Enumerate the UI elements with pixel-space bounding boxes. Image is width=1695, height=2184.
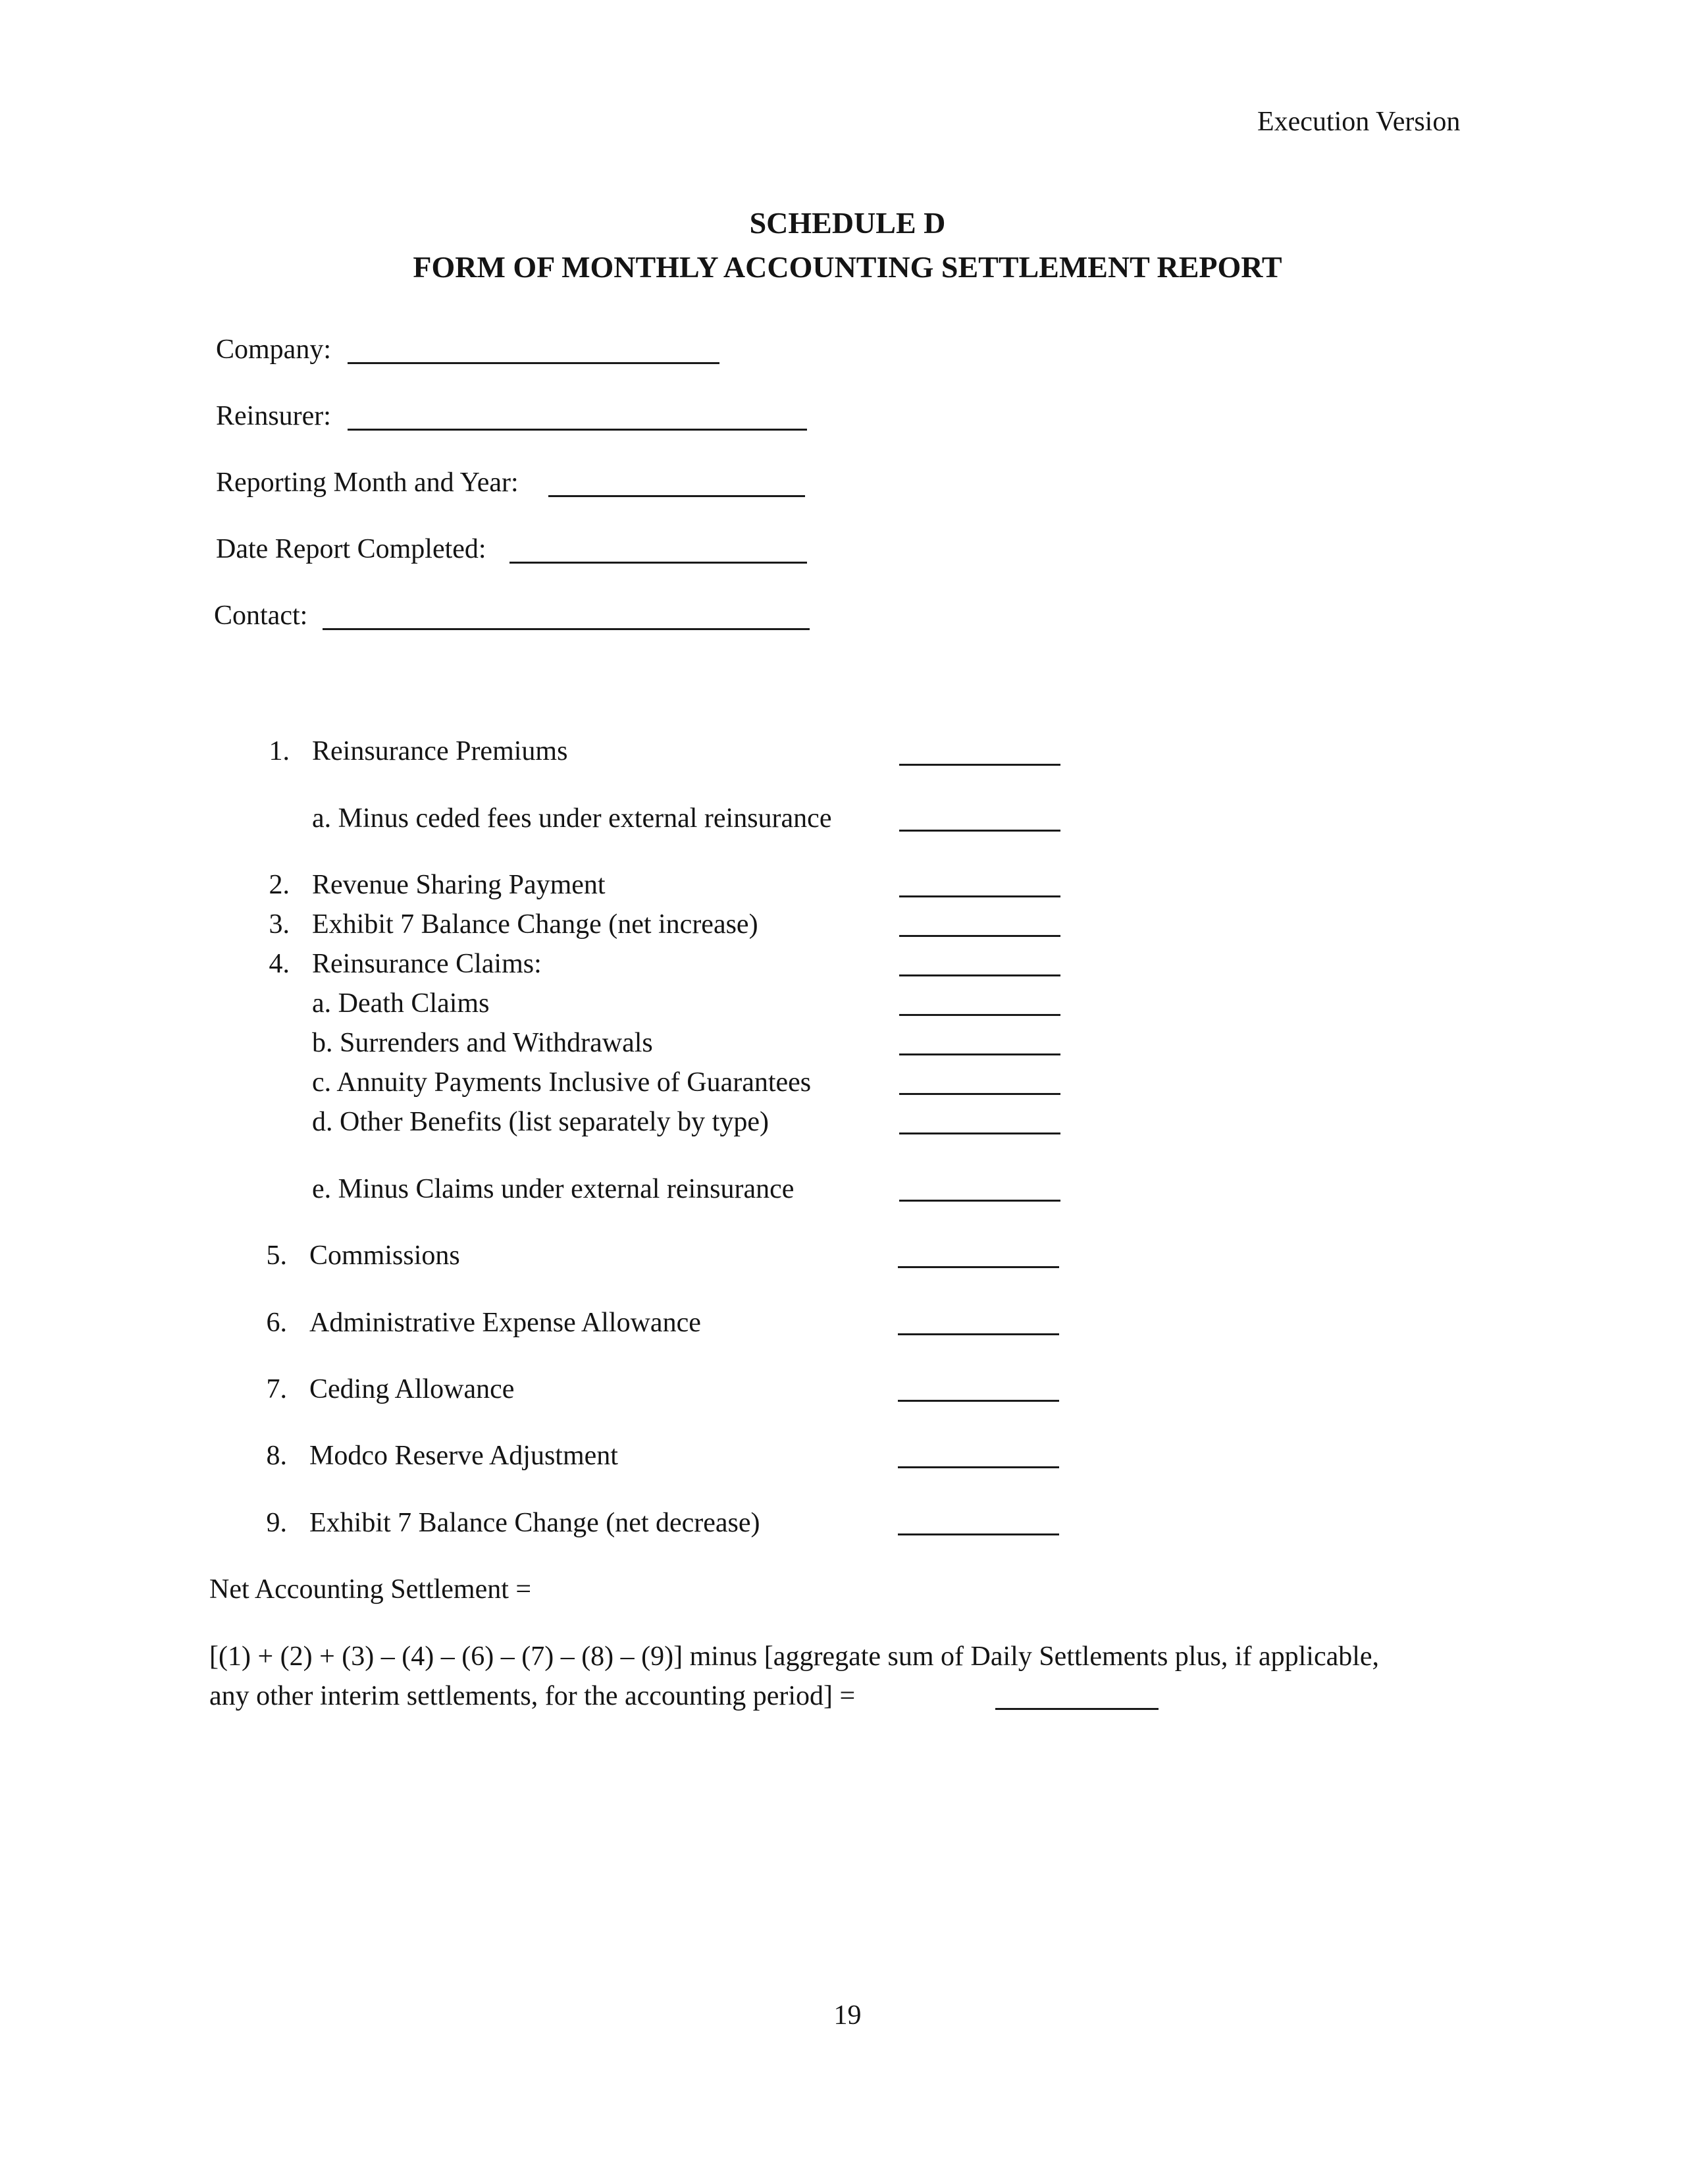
item-label: Reinsurance Premiums bbox=[312, 736, 568, 766]
amount-field[interactable] bbox=[899, 974, 1060, 976]
form-title: FORM OF MONTHLY ACCOUNTING SETTLEMENT REPORT bbox=[413, 250, 1282, 284]
amount-field[interactable] bbox=[899, 895, 1060, 897]
amount-field[interactable] bbox=[898, 1533, 1059, 1535]
item-label: Revenue Sharing Payment bbox=[312, 870, 606, 900]
item-label: Administrative Expense Allowance bbox=[309, 1308, 701, 1338]
net-settlement-amount-field[interactable] bbox=[995, 1708, 1159, 1710]
reporting-month-field[interactable] bbox=[548, 495, 805, 497]
amount-field[interactable] bbox=[899, 1200, 1060, 1202]
amount-field[interactable] bbox=[899, 935, 1060, 937]
version-label: Execution Version bbox=[1257, 107, 1461, 137]
item-label: e. Minus Claims under external reinsurance bbox=[312, 1174, 795, 1204]
date-completed-label: Date Report Completed: bbox=[216, 534, 486, 564]
item-number: 4. bbox=[269, 949, 290, 979]
item-number: 5. bbox=[266, 1240, 287, 1271]
amount-field[interactable] bbox=[899, 1053, 1060, 1055]
company-label: Company: bbox=[216, 334, 331, 365]
amount-field[interactable] bbox=[898, 1400, 1059, 1402]
item-label: Reinsurance Claims: bbox=[312, 949, 542, 979]
item-label: Commissions bbox=[309, 1240, 460, 1271]
item-label: d. Other Benefits (list separately by type) bbox=[312, 1107, 769, 1137]
company-field[interactable] bbox=[348, 362, 719, 364]
page-number: 19 bbox=[833, 2000, 862, 2031]
schedule-title: SCHEDULE D bbox=[749, 206, 946, 240]
reinsurer-label: Reinsurer: bbox=[216, 401, 331, 431]
item-number: 2. bbox=[269, 870, 290, 900]
item-label: a. Death Claims bbox=[312, 988, 490, 1019]
item-number: 1. bbox=[269, 736, 290, 766]
item-number: 3. bbox=[269, 909, 290, 940]
amount-field[interactable] bbox=[899, 1093, 1060, 1095]
net-settlement-heading: Net Accounting Settlement = bbox=[209, 1574, 532, 1605]
contact-label: Contact: bbox=[214, 600, 308, 631]
amount-field[interactable] bbox=[899, 1014, 1060, 1016]
amount-field[interactable] bbox=[898, 1466, 1059, 1468]
item-label: Modco Reserve Adjustment bbox=[309, 1441, 618, 1471]
contact-field[interactable] bbox=[323, 628, 810, 630]
amount-field[interactable] bbox=[898, 1266, 1059, 1268]
amount-field[interactable] bbox=[899, 830, 1060, 832]
item-number: 9. bbox=[266, 1508, 287, 1538]
item-label: a. Minus ceded fees under external reinsurance bbox=[312, 803, 832, 834]
date-completed-field[interactable] bbox=[509, 562, 807, 564]
amount-field[interactable] bbox=[898, 1333, 1059, 1335]
item-label: Exhibit 7 Balance Change (net increase) bbox=[312, 909, 758, 940]
item-number: 8. bbox=[266, 1441, 287, 1471]
reporting-month-label: Reporting Month and Year: bbox=[216, 467, 519, 498]
item-label: c. Annuity Payments Inclusive of Guarantees bbox=[312, 1067, 812, 1098]
item-label: Ceding Allowance bbox=[309, 1374, 515, 1404]
settlement-formula-line-1: [(1) + (2) + (3) – (4) – (6) – (7) – (8) – (9)] minus [aggregate sum of Daily Settlements plus, if applicable, bbox=[209, 1641, 1380, 1672]
item-number: 6. bbox=[266, 1308, 287, 1338]
amount-field[interactable] bbox=[899, 1132, 1060, 1134]
item-number: 7. bbox=[266, 1374, 287, 1404]
amount-field[interactable] bbox=[899, 764, 1060, 766]
item-label: Exhibit 7 Balance Change (net decrease) bbox=[309, 1508, 760, 1538]
reinsurer-field[interactable] bbox=[348, 429, 807, 431]
item-label: b. Surrenders and Withdrawals bbox=[312, 1028, 653, 1058]
settlement-formula-line-2: any other interim settlements, for the accounting period] = bbox=[209, 1681, 856, 1711]
